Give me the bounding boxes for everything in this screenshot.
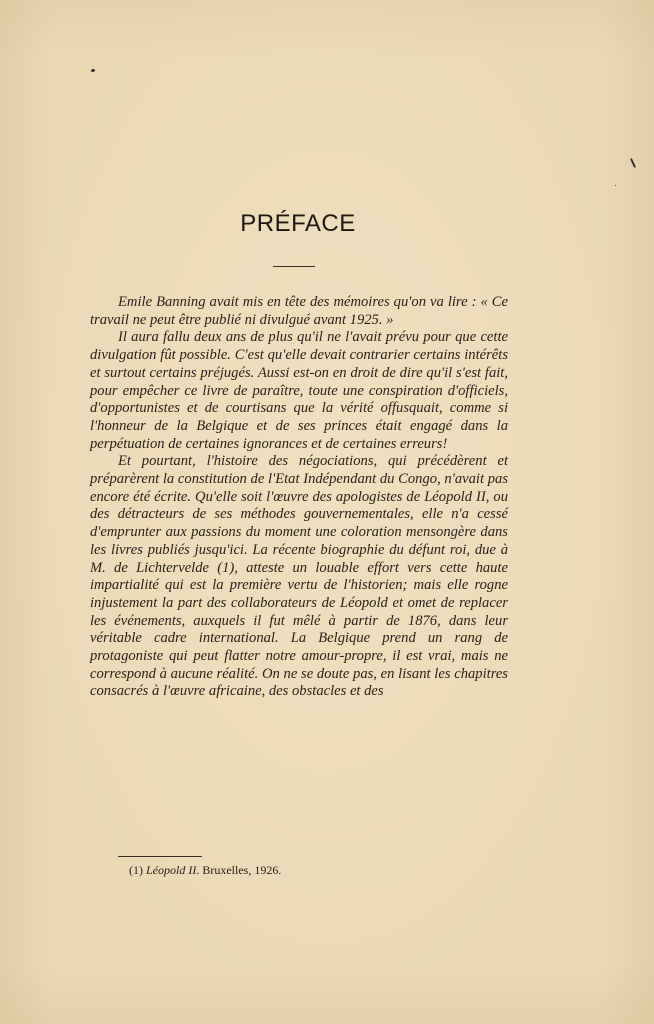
paragraph: Il aura fallu deux ans de plus qu'il ne l'avait prévu pour que cette divulgation fût possible. C'est qu'elle devait contrarier certains intérêts et surtout certains préjugés. Aussi est-on en droit de dire qu'il s'est fait, pour empêcher ce livre de paraître, toute une conspiration d'officiels, d'opportunistes et de courtisans que la vérité offusquait, comme si l'honneur de la Belgique et de ses princes était engagé dans la perpétuation de certaines ignorances et de certaines erreurs! xyxy=(90,329,508,452)
paragraph: Emile Banning avait mis en tête des mémoires qu'on va lire : « Ce travail ne peut être publié ni divulgué avant 1925. » xyxy=(90,294,508,328)
page-title: PRÉFACE xyxy=(240,210,356,237)
footnote-rule xyxy=(118,856,202,857)
ink-speck xyxy=(630,158,636,168)
footnote-book-title: Léopold II xyxy=(146,863,197,877)
ink-speck xyxy=(91,68,96,72)
preface-body xyxy=(90,294,508,701)
paragraph: Et pourtant, l'histoire des négociations, qui précédèrent et préparèrent la constitution de l'Etat Indépendant du Congo, n'avait pas encore été écrite. Qu'elle soit l'œuvre des apologistes de Léopold II, ou des détracteurs de ses méthodes gouvernementales, elle n'a cessé d'emprunter aux passions du moment une coloration mensongère dans les livres publiés jusqu'ici. La récente biographie du défunt roi, due à M. de Lichtervelde (1), atteste un louable effort vers cette haute impartialité qui est la première vertu de l'historien; mais elle rogne injustement la part des collaborateurs de Léopold et omet de replacer les événements, auxquels il fut mêlé à partir de 1876, dans leur véritable cadre international. La Belgique prend un rang de protagoniste qui peut flatter notre amour-propre, il est vrai, mais ne correspond à aucune réalité. On ne se doute pas, en lisant les chapitres consacrés à l'œuvre africaine, des obstacles et des xyxy=(90,453,508,700)
ink-speck xyxy=(615,185,616,186)
title-rule xyxy=(273,266,315,267)
footnote-citation: . Bruxelles, 1926. xyxy=(196,863,282,877)
footnote xyxy=(129,863,281,878)
footnote-marker: (1) xyxy=(129,863,143,877)
